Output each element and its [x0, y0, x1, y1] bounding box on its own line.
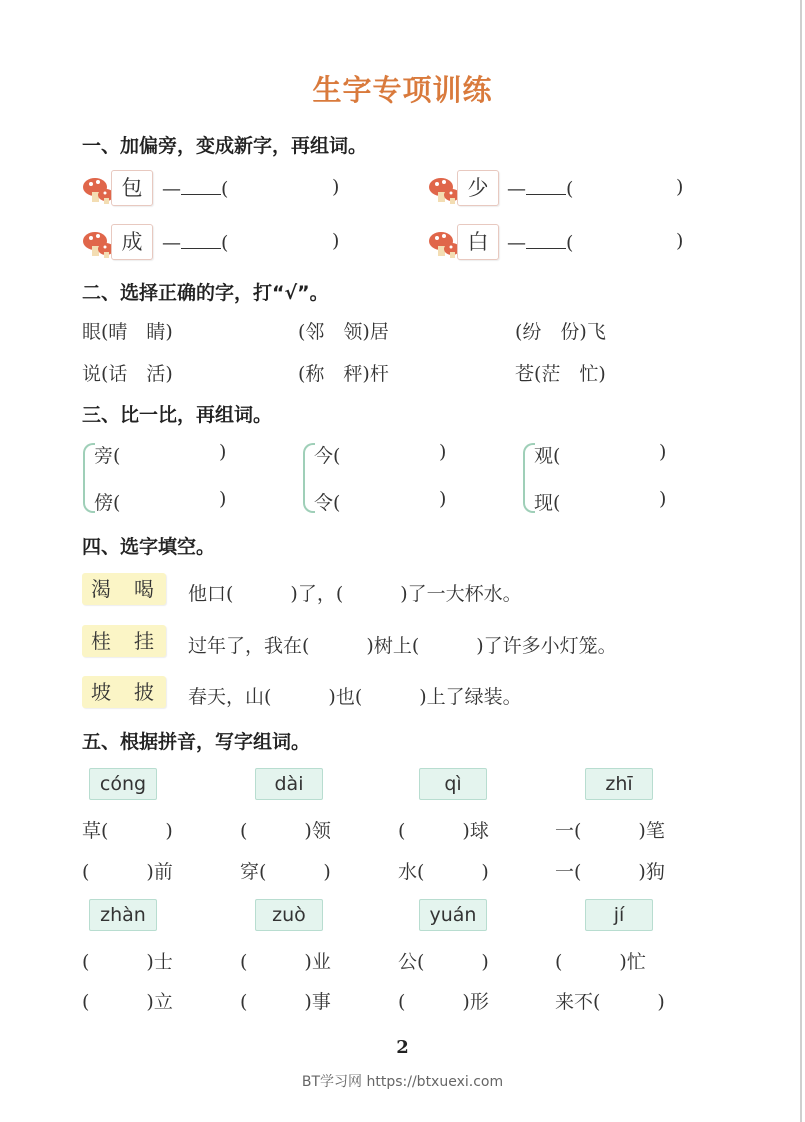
compare-word: 今(	[314, 445, 341, 467]
answer-blank: — (	[507, 232, 574, 254]
section-3-heading: 三、比一比，再组词。	[82, 404, 273, 426]
close-paren: )	[439, 488, 447, 510]
pinyin-box: zuò	[255, 899, 323, 931]
section-4-heading: 四、选字填空。	[82, 536, 216, 558]
close-paren: )	[219, 441, 227, 463]
pinyin-box: qì	[419, 768, 487, 800]
word-blank: ( )球	[398, 820, 489, 842]
choice-item: 说(话 活)	[82, 363, 173, 385]
word-blank: ( )忙	[555, 951, 646, 973]
word-blank: ( )前	[82, 861, 173, 883]
compare-word: 傍(	[94, 492, 121, 514]
word-blank: 一( )笔	[555, 820, 665, 842]
choice-item: (纷 份)飞	[515, 321, 606, 343]
choice-item: 眼(晴 睛)	[82, 321, 173, 343]
choice-item: (邻 领)居	[298, 321, 389, 343]
pinyin-box: yuán	[419, 899, 487, 931]
choice-box: 桂 挂	[82, 625, 166, 657]
close-paren: )	[659, 441, 667, 463]
word-blank: ( )领	[240, 820, 331, 842]
answer-blank: — (	[162, 178, 229, 200]
page-number: 2	[396, 1037, 409, 1058]
choice-box: 渴 喝	[82, 573, 166, 605]
choice-box: 坡 披	[82, 676, 166, 708]
character-box: 白	[457, 224, 499, 260]
answer-blank: — (	[162, 232, 229, 254]
close-paren: )	[659, 488, 667, 510]
pinyin-box: zhī	[585, 768, 653, 800]
section-2-heading: 二、选择正确的字，打“√”。	[82, 282, 329, 304]
page-edge	[800, 0, 802, 1122]
word-blank: 公( )	[398, 951, 489, 973]
choice-item: 苍(茫 忙)	[515, 363, 606, 385]
choice-item: (称 秤)杆	[298, 363, 389, 385]
word-blank: 一( )狗	[555, 861, 665, 883]
pinyin-box: jí	[585, 899, 653, 931]
compare-word: 旁(	[94, 445, 121, 467]
pinyin-box: zhàn	[89, 899, 157, 931]
word-blank: ( )形	[398, 991, 489, 1013]
close-paren: )	[676, 230, 684, 252]
close-paren: )	[676, 176, 684, 198]
character-box: 成	[111, 224, 153, 260]
pinyin-box: cóng	[89, 768, 157, 800]
word-blank: 穿( )	[240, 861, 331, 883]
section-1-heading: 一、加偏旁，变成新字，再组词。	[82, 135, 368, 157]
page-title: 生字专项训练	[312, 73, 493, 107]
close-paren: )	[439, 441, 447, 463]
compare-word: 令(	[314, 492, 341, 514]
character-box: 包	[111, 170, 153, 206]
compare-word: 现(	[534, 492, 561, 514]
word-blank: 水( )	[398, 861, 489, 883]
word-blank: 来不( )	[555, 991, 665, 1013]
close-paren: )	[219, 488, 227, 510]
fill-sentence: 春天，山( )也( )上了绿装。	[188, 686, 522, 708]
answer-blank: — (	[507, 178, 574, 200]
pinyin-box: dài	[255, 768, 323, 800]
fill-sentence: 过年了，我在( )树上( )了许多小灯笼。	[188, 635, 617, 657]
word-blank: ( )士	[82, 951, 173, 973]
section-5-heading: 五、根据拼音，写字组词。	[82, 731, 311, 753]
compare-word: 观(	[534, 445, 561, 467]
word-blank: ( )事	[240, 991, 331, 1013]
footer-watermark: BT学习网 https://btxuexi.com	[301, 1074, 504, 1090]
word-blank: ( )立	[82, 991, 173, 1013]
word-blank: ( )业	[240, 951, 331, 973]
close-paren: )	[332, 176, 340, 198]
close-paren: )	[332, 230, 340, 252]
word-blank: 草( )	[82, 820, 173, 842]
fill-sentence: 他口( )了，( )了一大杯水。	[188, 583, 522, 605]
character-box: 少	[457, 170, 499, 206]
